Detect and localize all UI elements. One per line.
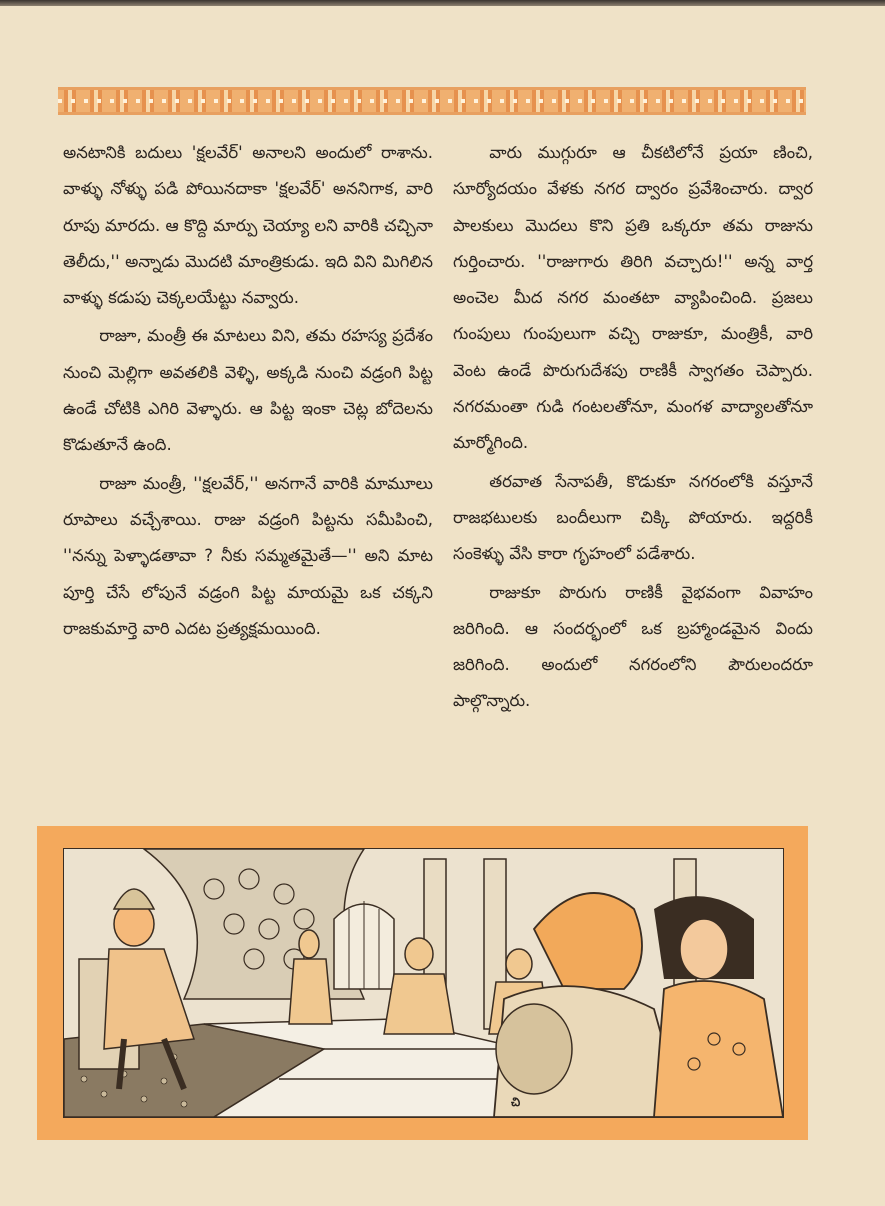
left-paragraph-1: అనటానికి బదులు 'క్షలవేర్' అనాలని అందులో రాశాను. వాళ్ళు నోళ్ళు పడి పోయినదాకా 'క్షలవేర్' అననిగాక, వారి రూపు మారదు. ఆ కొద్ది మార్పు చెయ్యా లని వారికి చచ్చినా తెలీదు,'' అన్నాడు మొదటి మాంత్రికుడు. ఇది విని మిగిలిన వాళ్ళు కడుపు చెక్కలయేట్టు నవ్వారు. — [63, 143, 433, 308]
right-paragraph-2: తరవాత సేనాపతీ, కొడుకూ నగరంలోకి వస్తూనే రాజభటులకు బందీలుగా చిక్కి పోయారు. ఇద్దరికీ సంకెళ్ళు వేసి కారా గృహంలో పడేశారు. — [453, 471, 813, 564]
right-paragraph-3: రాజుకూ పొరుగు రాణికీ వైభవంగా వివాహం జరిగింది. ఆ సందర్భంలో ఒక బ్రహ్మాండమైన విందు జరిగింది. అందులో నగరంలోని పౌరులందరూ పాల్గొన్నారు. — [453, 582, 813, 711]
page-top-rule — [0, 0, 885, 6]
left-text-column — [63, 135, 433, 649]
left-paragraph-2: రాజూ, మంత్రీ ఈ మాటలు విని, తమ రహస్య ప్రదేశం నుంచి మెల్లిగా అవతలికి వెళ్ళి, అక్కడి నుంచి వడ్రంగి పిట్ట ఉండే చోటికి ఎగిరి వెళ్ళారు. ఆ పిట్ట ఇంకా చెట్ల బోదెలను కొడుతూనే ఉంది. — [63, 326, 433, 455]
court-scene-drawing — [64, 849, 783, 1117]
royal-court-illustration — [63, 848, 784, 1118]
right-text-column — [453, 135, 813, 722]
illustration-frame — [37, 826, 808, 1140]
right-paragraph-1: వారు ముగ్గురూ ఆ చీకటిలోనే ప్రయా ణించి, సూర్యోదయం వేళకు నగర ద్వారం ప్రవేశించారు. ద్వార పాలకులు మొదలు కొని ప్రతి ఒక్కరూ తమ రాజును గుర్తించారు. ''రాజుగారు తిరిగి వచ్చారు!'' అన్న వార్త అంచెల మీద నగర మంతటా వ్యాపించింది. ప్రజలు గుంపులు గుంపులుగా వచ్చి రాజుకూ, మంత్రికీ, వారి వెంట ఉండే పొరుగుదేశపు రాణికీ స్వాగతం చెప్పారు. నగరమంతా గుడి గంటలతోనూ, మంగళ వాద్యాలతోనూ మార్మోగింది. — [453, 143, 813, 453]
illustration-signature: చి — [511, 1095, 521, 1109]
left-paragraph-3: రాజూ మంత్రీ, ''క్షలవేర్,'' అనగానే వారికి మామూలు రూపాలు వచ్చేశాయి. రాజు వడ్రంగి పిట్టను సమీపించి, ''నన్ను పెళ్ళాడతావా ? నీకు సమ్మతమైతే—'' అని మాట పూర్తి చేసే లోపునే వడ్రంగి పిట్ట మాయమై ఒక చక్కని రాజకుమార్తె వారి ఎదట ప్రత్యక్షమయింది. — [63, 473, 433, 638]
decorative-ornament-band — [58, 87, 806, 115]
